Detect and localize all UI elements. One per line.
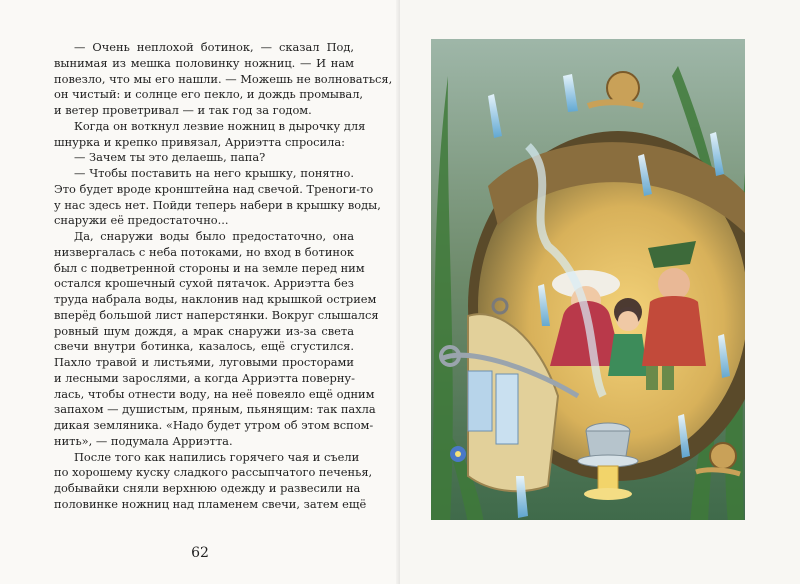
text-line: дикая земляника. «Надо будет утром об этом вспом- [54,418,374,432]
water-pot [586,431,630,456]
text-line: остался крошечный сухой пятачок. Арриэтта без [54,276,354,291]
paragraph [54,166,381,229]
paragraph [54,449,373,513]
paragraph [54,150,354,166]
paragraph [54,118,366,151]
text-line: После того как напились горячего чая и съели [74,449,360,464]
right-page [400,0,800,584]
illustration-borrowers-in-boot [428,36,748,523]
text-line: свечи внутри ботинка, казалось, ещё сгустился. [54,339,354,354]
text-line: запахом — душистым, пряным, пьянящим: так пахла [54,402,376,417]
text-line: нить», — подумала Арриэтта. [54,433,233,448]
pod-coat [642,296,706,366]
text-line: Да, снаружи воды было предостаточно, она [74,229,354,243]
text-line: лась, чтобы отнести воду, на неё повеяло ещё одним [54,386,375,401]
page-number: 62 [191,545,209,561]
text-line: и лесными зарослями, а когда Арриэтта поверну- [54,370,355,385]
text-line: шнурка и крепко привязал, Арриэтта спросила: [54,134,345,149]
flower-center [455,451,461,457]
text-line: он чистый: и солнце его пекло, и дождь промывал, [54,87,364,102]
text-line: — Зачем ты это делаешь, папа? [74,150,266,165]
body-text [54,40,393,513]
paragraph [54,40,393,119]
text-line: снаружи её предостаточно... [54,213,229,228]
candle-base [584,488,632,500]
arrietty-face-front [618,311,638,331]
text-line: труда набрала воды, наклонив над крышкой острием [54,292,377,306]
text-line: повезло, что мы его нашли. — Можешь не волноваться, [54,71,393,86]
text-line: у нас здесь нет. Пойди теперь набери в крышку воды, [54,197,381,212]
text-line: добывайки сняли верхнюю одежду и развесили на [54,481,361,495]
text-line: — Очень неплохой ботинок, — сказал Под, [74,40,354,54]
text-line: половинке ножниц над пламенем свечи, затем ещё [54,496,367,511]
text-line: — Чтобы поставить на него крышку, понятно. [74,166,354,180]
arrietty-dress [608,334,648,376]
text-line: низвергалась с неба потоками, но вход в ботинок [54,244,354,259]
text-line: Когда он воткнул лезвие ножниц в дырочку для [74,118,366,133]
text-line: и ветер проветривал — и так год за годом. [54,103,312,117]
thimble-lid [578,455,638,467]
pod-leg [646,366,658,390]
hanging-cloth [496,374,518,444]
hanging-cloth [468,371,492,431]
text-line: был с подветренной стороны и на земле перед ним [54,260,365,275]
pod-face [658,268,690,300]
text-line: по хорошему куску сладкого рассыпчатого печенья, [54,465,373,480]
text-line: вперёд большой лист наперстянки. Вокруг слышался [54,307,379,322]
pod-leg [662,366,674,390]
text-line: Пахло травой и листьями, луговыми просторами [54,355,354,369]
text-line: ровный шум дождя, а мрак снаружи из-за света [54,323,354,338]
text-line: вынимая из мешка половинку ножниц. — И нам [54,55,354,70]
paragraph [54,229,379,450]
text-line: Это будет вроде кронштейна над свечой. Треноги-то [54,181,374,196]
